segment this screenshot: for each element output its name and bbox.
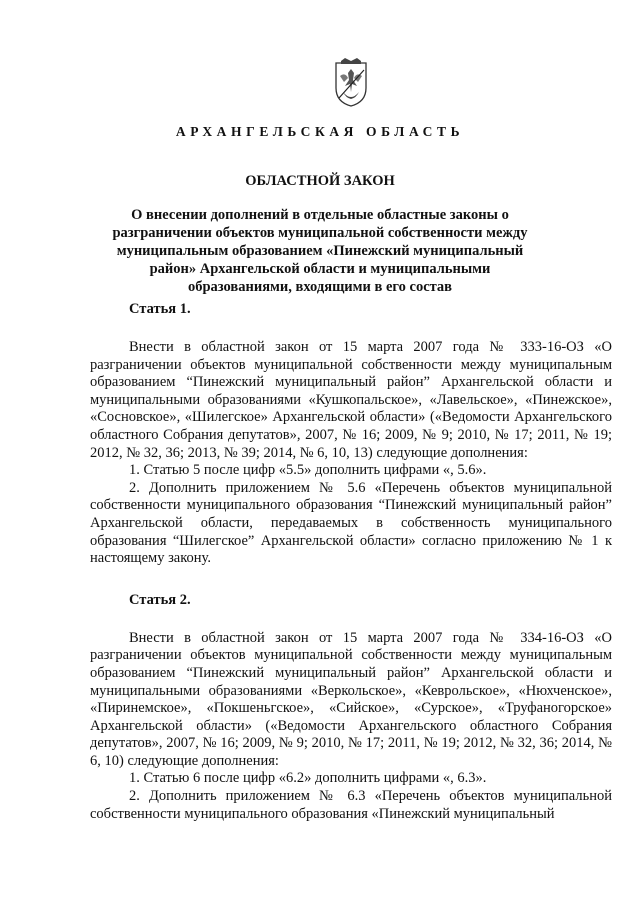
law-type-heading: ОБЛАСТНОЙ ЗАКОН [245, 173, 395, 189]
article-1-heading: Статья 1. [129, 301, 191, 317]
article-1-paragraph-1: Внести в областной закон от 15 марта 2007 года № 333-16-ОЗ «О разграничении объектов муниципальной собственности между муниципальным образованием “Пинежский муниципальный район” Архангельской области и муниципальными образованиями «Кушкопальское», «Лавельское», «Пинежское», «Сосновское», «Шилегское» Архангельской области» («Ведомости Архангельского областного Собрания депутатов», 2007, № 16; 2009, № 9; 2010, № 17; 2011, № 19; 2012, № 32, 36; 2013, № 39; 2014, № 6, 10, 13) следующие дополнения: [90, 339, 612, 461]
article-2-paragraph-3: 2. Дополнить приложением № 6.3 «Перечень объектов муниципальной собственности муниципального образования «Пинежский муниципальный [90, 788, 612, 822]
arkhangelsk-coat-of-arms-icon [331, 58, 371, 108]
article-1-paragraph-2: 1. Статью 5 после цифр «5.5» дополнить цифрами «, 5.6». [129, 462, 487, 479]
document-body [90, 300, 612, 823]
article-2-paragraph-1: Внести в областной закон от 15 марта 2007 года № 334-16-ОЗ «О разграничении объектов муниципальной собственности между муниципальным образованием “Пинежский муниципальный район” Архангельской области и муниципальными образованиями «Веркольское», «Кеврольское», «Нюхченское», «Пиринемское», «Покшеньгское», «Сийское», «Сурское», «Труфаногорское» Архангельской области» («Ведомости Архангельского областного Собрания депутатов», 2007, № 16; 2009, № 9; 2010, № 17; 2011, № 19; 2012, № 32, 36; 2014, № 6, 10) следующие дополнения: [90, 629, 612, 769]
article-1-paragraph-3: 2. Дополнить приложением № 5.6 «Перечень объектов муниципальной собственности муниципального образования “Пинежский муниципальный район” Архангельской области, передаваемых в собственность муниципального образования “Шилегское” Архангельской области» согласно приложению № 1 к настоящему закону. [90, 479, 612, 567]
article-2-heading: Статья 2. [129, 591, 191, 608]
law-title: О внесении дополнений в отдельные областные законы о разграничении объектов муниципальной собственности между муниципальным образованием «Пинежский муниципальный район» Архангельской области и муниципальными образованиями, входящими в его состав [112, 207, 528, 295]
region-name: АРХАНГЕЛЬСКАЯ ОБЛАСТЬ [175, 124, 465, 139]
article-2-paragraph-2: 1. Статью 6 после цифр «6.2» дополнить цифрами «, 6.3». [129, 770, 487, 787]
